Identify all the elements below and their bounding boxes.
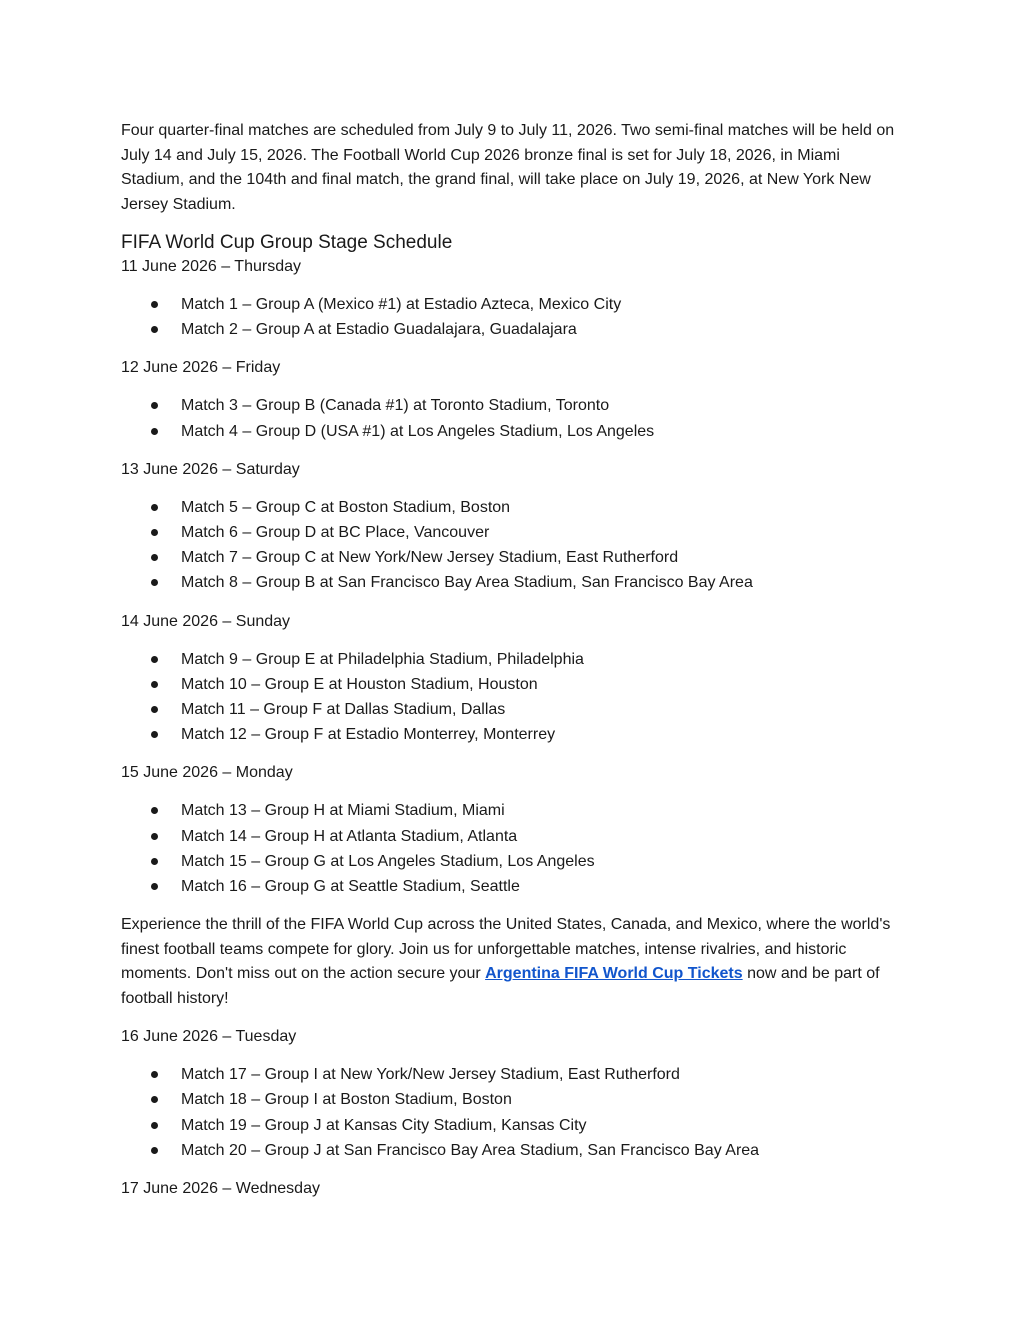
list-item bbox=[121, 1113, 901, 1138]
match-text: Match 3 – Group B (Canada #1) at Toronto Stadium, Toronto bbox=[181, 397, 610, 415]
match-list bbox=[121, 495, 901, 596]
match-text: Match 20 – Group J at San Francisco Bay Area Stadium, San Francisco Bay Area bbox=[181, 1141, 760, 1159]
list-item bbox=[121, 697, 901, 722]
bullet-icon bbox=[151, 504, 158, 511]
bullet-icon bbox=[151, 1096, 158, 1103]
day-date: 15 June 2026 – Monday bbox=[121, 764, 293, 782]
list-item bbox=[121, 1062, 901, 1087]
bullet-icon bbox=[151, 579, 158, 586]
bullet-icon bbox=[151, 1122, 158, 1129]
day-date: 17 June 2026 – Wednesday bbox=[121, 1180, 320, 1198]
bullet-icon bbox=[151, 1071, 158, 1078]
list-item bbox=[121, 1138, 901, 1163]
bullet-icon bbox=[151, 706, 158, 713]
match-text: Match 12 – Group F at Estadio Monterrey, Monterrey bbox=[181, 726, 556, 744]
match-text: Match 9 – Group E at Philadelphia Stadium, Philadelphia bbox=[181, 650, 584, 668]
bullet-icon bbox=[151, 656, 158, 663]
list-item bbox=[121, 520, 901, 545]
day-date: 14 June 2026 – Sunday bbox=[121, 612, 291, 630]
section-heading: FIFA World Cup Group Stage Schedule bbox=[121, 232, 453, 253]
day-date: 13 June 2026 – Saturday bbox=[121, 460, 300, 478]
match-list bbox=[121, 1062, 901, 1163]
match-list bbox=[121, 393, 901, 443]
bullet-icon bbox=[151, 301, 158, 308]
bullet-icon bbox=[151, 402, 158, 409]
day-date: 11 June 2026 – Thursday bbox=[121, 258, 301, 275]
list-item bbox=[121, 292, 901, 317]
list-item bbox=[121, 647, 901, 672]
list-item bbox=[121, 798, 901, 823]
list-item bbox=[121, 722, 901, 747]
list-item bbox=[121, 849, 901, 874]
bullet-icon bbox=[151, 554, 158, 561]
tickets-link[interactable]: Argentina FIFA World Cup Tickets bbox=[485, 965, 743, 983]
intro-paragraph: Four quarter-final matches are scheduled from July 9 to July 11, 2026. Two semi-final matches will be held on July 14 and July 15, 2026. The Football World Cup 2026 bronze final is set for July 18, 2026, in Miami Stadium, and the 104th and final match, the grand final, will take place on July 19, 2026, at New York New Jersey Stadium. bbox=[121, 122, 895, 213]
match-list bbox=[121, 798, 901, 899]
bullet-icon bbox=[151, 883, 158, 890]
promo-paragraph bbox=[121, 913, 901, 1011]
list-item bbox=[121, 317, 901, 342]
match-text: Match 4 – Group D (USA #1) at Los Angeles Stadium, Los Angeles bbox=[181, 422, 655, 440]
list-item bbox=[121, 419, 901, 444]
document-page bbox=[121, 119, 901, 1201]
match-text: Match 18 – Group I at Boston Stadium, Boston bbox=[181, 1091, 512, 1109]
list-item bbox=[121, 672, 901, 697]
bullet-icon bbox=[151, 681, 158, 688]
list-item bbox=[121, 570, 901, 595]
bullet-icon bbox=[151, 858, 158, 865]
match-text: Match 11 – Group F at Dallas Stadium, Dallas bbox=[181, 701, 506, 719]
bullet-icon bbox=[151, 807, 158, 814]
bullet-icon bbox=[151, 833, 158, 840]
match-text: Match 5 – Group C at Boston Stadium, Boston bbox=[181, 498, 511, 516]
match-text: Match 7 – Group C at New York/New Jersey Stadium, East Rutherford bbox=[181, 549, 679, 567]
match-text: Match 19 – Group J at Kansas City Stadium, Kansas City bbox=[181, 1116, 587, 1134]
bullet-icon bbox=[151, 326, 158, 333]
list-item bbox=[121, 874, 901, 899]
match-text: Match 6 – Group D at BC Place, Vancouver bbox=[181, 524, 490, 542]
bullet-icon bbox=[151, 731, 158, 738]
day-date: 12 June 2026 – Friday bbox=[121, 359, 281, 377]
promo-text-before: Experience the thrill of the FIFA World Cup across the United States, Canada, and Mexico, where the world's finest football teams compete for glory. Join us for unforgettable matches, intense rivalries, and historic moments. Don't miss out on the action secure your bbox=[121, 916, 891, 983]
match-text: Match 8 – Group B at San Francisco Bay Area Stadium, San Francisco Bay Area bbox=[181, 574, 753, 592]
match-text: Match 13 – Group H at Miami Stadium, Miami bbox=[181, 802, 505, 820]
match-text: Match 14 – Group H at Atlanta Stadium, Atlanta bbox=[181, 827, 518, 845]
bullet-icon bbox=[151, 1147, 158, 1154]
match-text: Match 1 – Group A (Mexico #1) at Estadio Azteca, Mexico City bbox=[181, 296, 622, 313]
match-text: Match 16 – Group G at Seattle Stadium, Seattle bbox=[181, 878, 520, 896]
match-list bbox=[121, 292, 901, 342]
bullet-icon bbox=[151, 428, 158, 435]
list-item bbox=[121, 393, 901, 418]
match-text: Match 15 – Group G at Los Angeles Stadium, Los Angeles bbox=[181, 852, 595, 870]
promo-text-after: now and be part of football history! bbox=[121, 965, 880, 1007]
list-item bbox=[121, 1087, 901, 1112]
bullet-icon bbox=[151, 529, 158, 536]
day-date: 16 June 2026 – Tuesday bbox=[121, 1028, 297, 1046]
list-item bbox=[121, 545, 901, 570]
match-text: Match 2 – Group A at Estadio Guadalajara, Guadalajara bbox=[181, 321, 577, 339]
match-text: Match 10 – Group E at Houston Stadium, Houston bbox=[181, 675, 538, 693]
match-text: Match 17 – Group I at New York/New Jersey Stadium, East Rutherford bbox=[181, 1066, 680, 1084]
match-list bbox=[121, 647, 901, 748]
list-item bbox=[121, 824, 901, 849]
list-item bbox=[121, 495, 901, 520]
